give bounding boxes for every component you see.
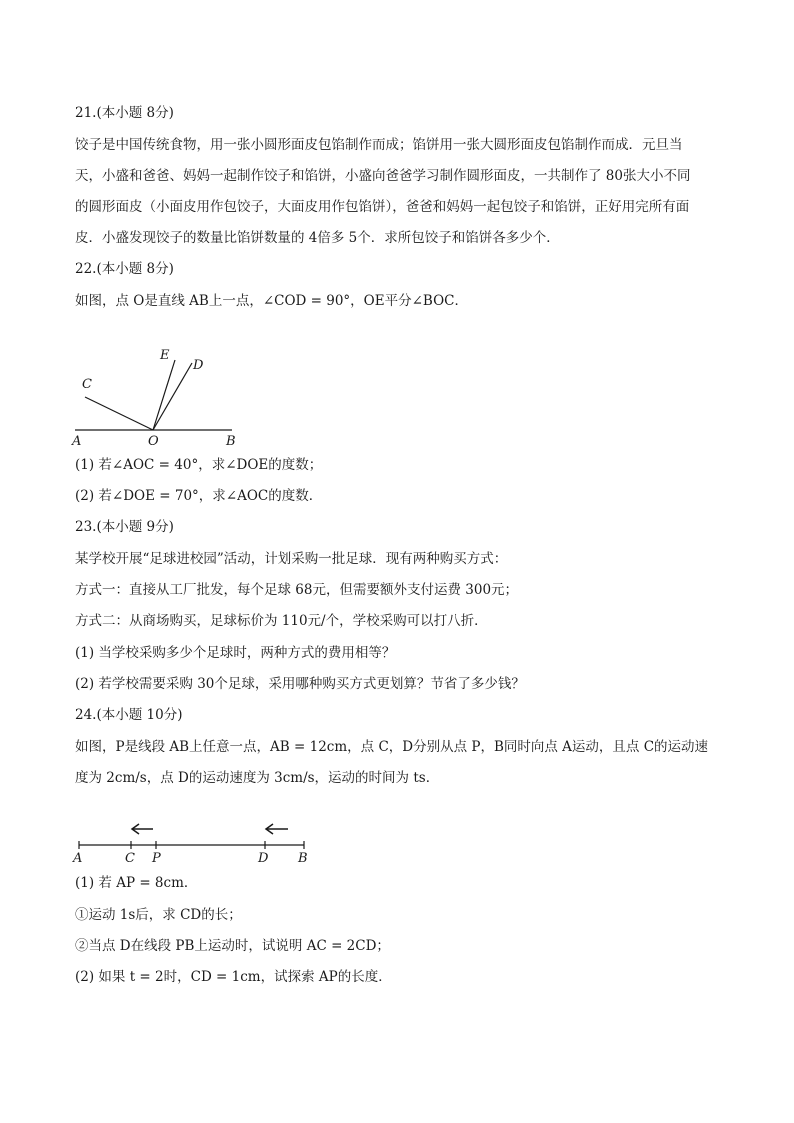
q24-sub2: (2) 如果 t = 2时，CD = 1cm，试探索 AP的长度． (75, 969, 392, 985)
q23-way2: 方式二：从商场购买，足球标价为 110元/个，学校采购可以打八折． (75, 613, 488, 629)
q23-header: 23.(本小题 9分) (75, 519, 174, 535)
label-e: E (160, 348, 170, 363)
label-b: B (226, 434, 236, 449)
q22-sub2: (2) 若∠DOE = 70°，求∠AOC的度数． (75, 488, 323, 504)
q23-intro: 某学校开展“足球进校园”活动，计划采购一批足球．现有两种购买方式： (75, 551, 508, 567)
q21-line-3: 的圆形面皮（小面皮用作包饺子，大面皮用作包馅饼），爸爸和妈妈一起包饺子和馅饼，正好用完所有面 (75, 199, 690, 215)
arrow-left-icon (132, 824, 153, 834)
q21-line-1: 饺子是中国传统食物，用一张小圆形面皮包馅制作而成；馅饼用一张大圆形面皮包馅制作而成．元旦当 (75, 137, 683, 153)
q22-angle-figure (60, 335, 260, 450)
q21-line-2: 天，小盛和爸爸、妈妈一起制作饺子和馅饼，小盛向爸爸学习制作圆形面皮，一共制作了 80张大小不同 (75, 168, 691, 184)
q24-sub1b: ②当点 D在线段 PB上运动时，试说明 AC = 2CD； (75, 938, 390, 954)
q22-sub1: (1) 若∠AOC = 40°，求∠DOE的度数； (75, 457, 323, 473)
q23-way1: 方式一：直接从工厂批发，每个足球 68元，但需要额外支付运费 300元； (75, 582, 519, 598)
ray-oe (153, 360, 175, 430)
label-c: C (82, 377, 92, 392)
arrow-left-icon (266, 824, 288, 834)
label-c: C (125, 851, 135, 866)
label-d: D (258, 851, 269, 866)
ray-oc (85, 397, 153, 430)
q24-sub1: (1) 若 AP = 8cm． (75, 875, 198, 891)
q24-intro-2: 度为 2cm/s，点 D的运动速度为 3cm/s，运动的时间为 ts． (75, 770, 440, 786)
q24-intro-1: 如图，P是线段 AB上任意一点，AB = 12cm，点 C，D分别从点 P，B同时向点 A运动，且点 C的运动速 (75, 739, 709, 755)
q22-intro: 如图，点 O是直线 AB上一点，∠COD = 90°，OE平分∠BOC． (75, 293, 468, 309)
label-o: O (148, 434, 159, 449)
q24-segment-figure (60, 812, 320, 867)
q23-sub1: (1) 当学校采购多少个足球时，两种方式的费用相等？ (75, 645, 396, 661)
q24-header: 24.(本小题 10分) (75, 707, 183, 723)
q21-header: 21.(本小题 8分) (75, 105, 174, 121)
label-d: D (193, 358, 204, 373)
q24-sub1a: ①运动 1s后，求 CD的长； (75, 907, 242, 923)
label-a: A (73, 851, 83, 866)
label-a: A (72, 434, 82, 449)
ray-od (153, 363, 192, 430)
q23-sub2: (2) 若学校需要采购 30个足球，采用哪种购买方式更划算？节省了多少钱？ (75, 676, 525, 692)
label-p: P (152, 851, 161, 866)
q21-line-4: 皮．小盛发现饺子的数量比馅饼数量的 4倍多 5个．求所包饺子和馅饼各多少个． (75, 230, 560, 246)
label-b: B (298, 851, 308, 866)
q22-header: 22.(本小题 8分) (75, 261, 174, 277)
